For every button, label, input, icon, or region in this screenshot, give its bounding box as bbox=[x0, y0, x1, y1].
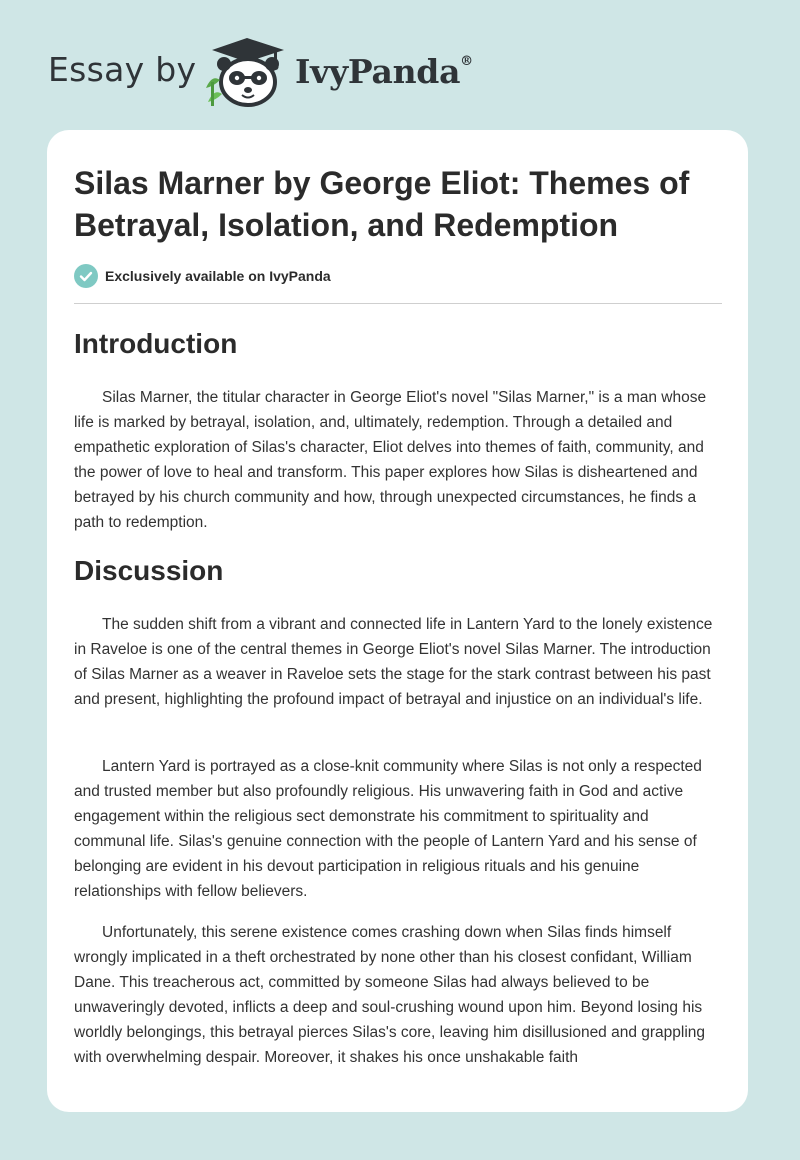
site-header bbox=[0, 0, 800, 120]
panda-graduate-icon[interactable] bbox=[202, 36, 292, 108]
title-divider bbox=[74, 303, 722, 304]
essay-card bbox=[47, 130, 748, 1112]
brand-text[interactable]: IvyPanda bbox=[295, 52, 461, 91]
brand-name[interactable] bbox=[295, 52, 473, 91]
paragraph: The sudden shift from a vibrant and connected life in Lantern Yard to the lonely existence in Raveloe is one of the central themes in George Eliot's novel Silas Marner. The introduction of Silas Marner as a weaver in Raveloe sets the stage for the stark contrast between his past and present, highlighting the profound impact of betrayal and injustice on an individual's life. bbox=[74, 616, 713, 708]
exclusive-badge-text: Exclusively available on IvyPanda bbox=[105, 268, 331, 284]
paragraph: Silas Marner, the titular character in George Eliot's novel "Silas Marner," is a man whose life is marked by betrayal, isolation, and, ultimately, redemption. Through a detailed and empathetic exploration of Silas's character, Eliot delves into themes of faith, community, and the power of love to heal and transform. This paper explores how Silas is disheartened and betrayed by his church community and how, through unexpected circumstances, he finds a path to redemption. bbox=[74, 389, 707, 531]
exclusive-badge bbox=[74, 264, 331, 288]
section-heading-discussion: Discussion bbox=[74, 555, 224, 586]
paragraph: Lantern Yard is portrayed as a close-knit community where Silas is not only a respected and trusted member but also profoundly religious. His unwavering faith in God and active engagement within the religious sect demonstrate his commitment to spirituality and communal life. Silas's genuine connection with the people of Lantern Yard and his sense of belonging are evident in his devout participation in religious rituals and his genuine relationships with fellow believers. bbox=[74, 758, 702, 900]
paragraph: Unfortunately, this serene existence comes crashing down when Silas finds himself wrongly implicated in a theft orchestrated by none other than his closest confidant, William Dane. This treacherous act, committed by someone Silas had always believed to be unwaveringly devoted, inflicts a deep and soul-crushing wound upon him. Beyond losing his worldly belongings, this betrayal pierces Silas's core, leaving him disillusioned and grappling with overwhelming despair. Moreover, it shakes his once unshakable faith bbox=[74, 924, 706, 1066]
essay-by-label: Essay by bbox=[48, 50, 197, 89]
registered-mark: ® bbox=[460, 54, 473, 69]
essay-title: Silas Marner by George Eliot: Themes of Betrayal, Isolation, and Redemption bbox=[74, 165, 690, 243]
section-heading-introduction: Introduction bbox=[74, 328, 238, 359]
check-circle-icon bbox=[74, 264, 98, 288]
